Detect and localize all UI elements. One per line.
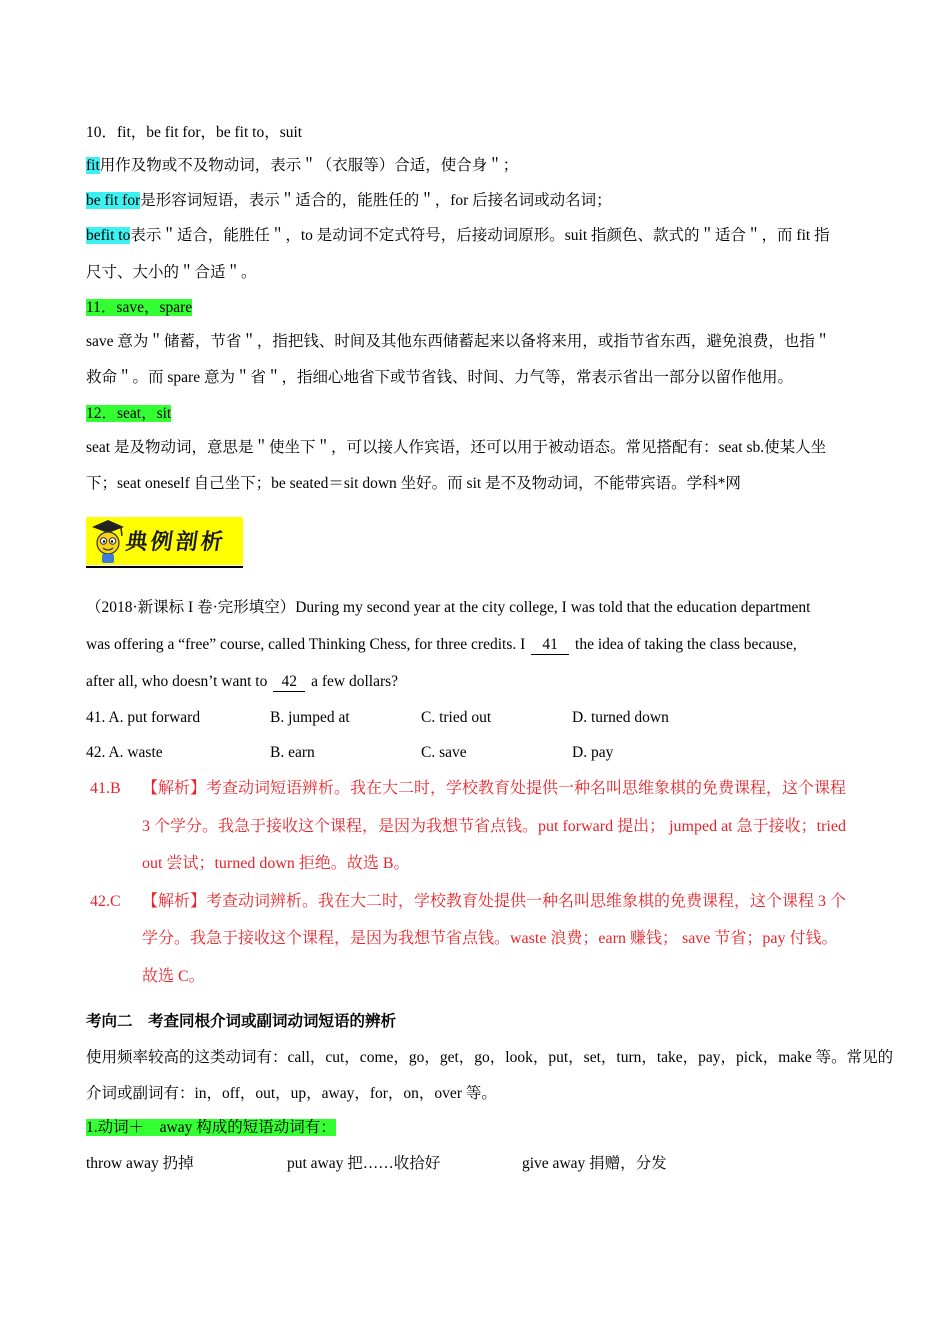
section-10-line-3 <box>86 218 870 254</box>
q41-option-d: D. turned down <box>572 708 669 726</box>
answer-42-line-1 <box>86 883 870 921</box>
phrase-throw-away: throw away 扔掉 <box>86 1154 194 1172</box>
q42-option-c: C. save <box>421 743 467 761</box>
example-line-1: （2018·新课标 I 卷·完形填空）During my second year at the city college, I was told that the education department <box>86 599 811 616</box>
question-41-options <box>86 700 870 735</box>
example-line-2a: was offering a “free” course, called Thinking Chess, for three credits. I <box>86 636 526 653</box>
highlight-be-fit-for: be fit for <box>86 192 141 209</box>
section-12-line-1: seat 是及物动词，意思是＂使坐下＂，可以接人作宾语，还可以用于被动语态。常见搭配有：seat sb.使某人坐 <box>86 439 827 456</box>
section-2-title: 考向二 考查同根介词或副词动词短语的辨析 <box>86 1013 397 1030</box>
section-2-line-2: 介词或副词有：in，off，out，up，away，for，on，over 等。 <box>86 1085 497 1102</box>
q41-option-b: B. jumped at <box>270 708 350 726</box>
answer-42-text-1: 【解析】考查动词辨析。我在大二时，学校教育处提供一种名叫思维象棋的免费课程，这个课程 3 个 <box>142 892 847 910</box>
q41-option-a: 41. A. put forward <box>86 708 201 726</box>
section-10-line-4: 尺寸、大小的＂合适＂。 <box>86 264 257 281</box>
example-banner <box>86 517 243 567</box>
banner-title: 典例剖析 <box>123 530 228 555</box>
phrase-list <box>86 1144 870 1179</box>
answer-41 <box>86 770 870 883</box>
answer-41-line-1 <box>86 770 870 808</box>
section-2-sub-title: 1.动词＋ away 构成的短语动词有： <box>86 1119 336 1136</box>
section-10-text-2: 是形容词短语，表示＂适合的，能胜任的＂，for 后接名词或动名词； <box>140 192 612 209</box>
answer-41-line-3: out 尝试；turned down 拒绝。故选 B。 <box>142 855 410 872</box>
section-11-line-2: 救命＂。而 spare 意为＂省＂，指细心地省下或节省钱、时间、力气等，常表示省出一部分以留作他用。 <box>86 369 793 386</box>
q42-option-d: D. pay <box>572 743 614 761</box>
section-11-title: 11．save，spare <box>86 299 193 316</box>
answer-41-line-2: 3 个学分。我急于接收这个课程，是因为我想节省点钱。put forward 提出； jumped at 急于接收；tried <box>142 817 846 835</box>
example-line-2b: the idea of taking the class because, <box>575 636 797 653</box>
section-12-title: 12．seat，sit <box>86 405 172 422</box>
banner-underline <box>86 566 243 568</box>
phrase-give-away: give away 捐赠，分发 <box>522 1154 667 1172</box>
section-2-sub-row <box>86 1112 870 1144</box>
example-line-2 <box>86 626 870 663</box>
answer-42-lead: 42.C <box>90 892 121 910</box>
answer-42-line-3: 故选 C。 <box>142 967 205 985</box>
example-line-3b: a few dollars? <box>311 673 399 690</box>
highlight-fit: fit <box>86 157 100 174</box>
blank-42: 42 <box>273 673 305 692</box>
section-12-title-row <box>86 397 870 431</box>
section-11-line-1: save 意为＂储蓄，节省＂，指把钱、时间及其他东西储蓄起来以备将来用，或指节省东西，避免浪费，也指＂ <box>86 333 831 350</box>
mascot-graduate-icon <box>88 517 128 565</box>
q42-option-a: 42. A. waste <box>86 743 163 761</box>
answer-41-text-1: 【解析】考查动词短语辨析。我在大二时，学校教育处提供一种名叫思维象棋的免费课程，这个课程 <box>142 780 847 797</box>
section-12-line-2: 下；seat oneself 自己坐下；be seated＝sit down 坐好。而 sit 是不及物动词，不能带宾语。学科*网 <box>86 475 741 492</box>
section-10-title: 10．fit，be fit for，be fit to，suit <box>86 124 303 141</box>
document-page <box>86 118 894 1179</box>
example-line-3a: after all, who doesn’t want to <box>86 673 268 690</box>
section-10-text-1: 用作及物或不及物动词，表示＂（衣服等）合适，使合身＂； <box>99 157 519 174</box>
highlight-befit-to: befit to <box>86 227 131 244</box>
answer-42-line-2: 学分。我急于接收这个课程，是因为我想节省点钱。waste 浪费；earn 赚钱； save 节省；pay 付钱。 <box>142 930 838 947</box>
section-2-line-1: 使用频率较高的这类动词有：call，cut，come，go，get，go，look，put，set，turn，take，pay，pick，make 等。常见的 <box>86 1049 894 1066</box>
q42-option-b: B. earn <box>270 743 315 761</box>
q41-option-c: C. tried out <box>421 708 492 726</box>
answer-41-lead: 41.B <box>90 780 121 797</box>
section-10-line-1 <box>86 148 870 184</box>
section-11-title-row <box>86 291 870 325</box>
blank-41: 41 <box>531 636 569 655</box>
section-10-text-3: 表示＂适合，能胜任＂，to 是动词不定式符号，后接动词原形。suit 指颜色、款式的＂适合＂，而 fit 指 <box>130 227 830 244</box>
section-10-line-2 <box>86 184 870 218</box>
answer-42 <box>86 883 870 996</box>
question-42-options <box>86 735 870 770</box>
example-line-3 <box>86 663 870 700</box>
phrase-put-away: put away 把……收拾好 <box>287 1154 441 1172</box>
